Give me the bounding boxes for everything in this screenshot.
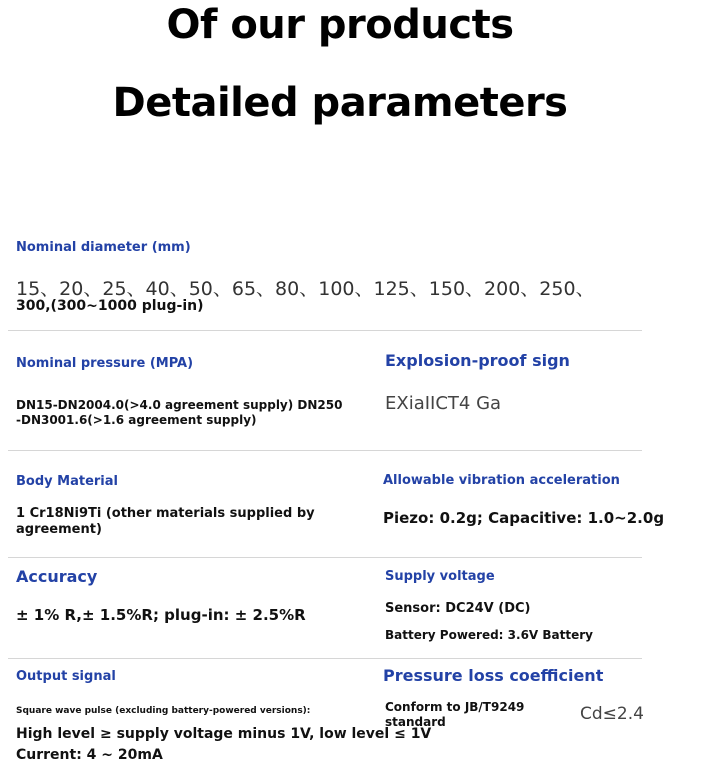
accuracy-value: ± 1% R,± 1.5%R; plug-in: ± 2.5%R [16, 606, 306, 624]
nominal-pressure-value-cont: -DN3001.6(>1.6 agreement supply) [16, 413, 257, 427]
pressure-loss-coefficient: Cd≤2.4 [580, 704, 644, 724]
output-signal-value: High level ≥ supply voltage minus 1V, low level ≤ 1V [16, 726, 432, 742]
pressure-loss-label: Pressure loss coefficient [383, 666, 604, 685]
nominal-pressure-label: Nominal pressure (MPA) [16, 356, 194, 371]
output-signal-current: Current: 4 ~ 20mA [16, 747, 163, 763]
pressure-loss-standard: Conform to JB/T9249 [385, 700, 525, 714]
body-material-label: Body Material [16, 474, 118, 489]
vibration-value: Piezo: 0.2g; Capacitive: 1.0~2.0g [383, 509, 665, 527]
page-subtitle: Detailed parameters [112, 80, 568, 126]
supply-voltage-battery: Battery Powered: 3.6V Battery [385, 628, 593, 642]
pressure-loss-standard-cont: standard [385, 715, 446, 729]
explosion-proof-value: EXiaIICT4 Ga [385, 393, 502, 414]
nominal-diameter-label: Nominal diameter (mm) [16, 240, 191, 255]
accuracy-label: Accuracy [16, 567, 98, 586]
divider [8, 658, 642, 659]
divider [8, 557, 642, 558]
divider [8, 450, 642, 451]
output-signal-label: Output signal [16, 669, 116, 684]
divider [8, 330, 642, 331]
body-material-value: 1 Cr18Ni9Ti (other materials supplied by [16, 506, 315, 521]
supply-voltage-sensor: Sensor: DC24V (DC) [385, 601, 531, 616]
explosion-proof-label: Explosion-proof sign [385, 351, 570, 370]
body-material-value-cont: agreement) [16, 522, 102, 537]
nominal-pressure-value: DN15-DN2004.0(>4.0 agreement supply) DN250 [16, 398, 343, 412]
vibration-label: Allowable vibration acceleration [383, 473, 620, 488]
nominal-diameter-values: 15、20、25、40、50、65、80、100、125、150、200、250、 [16, 278, 595, 300]
supply-voltage-label: Supply voltage [385, 569, 495, 584]
output-signal-note: Square wave pulse (excluding battery-powered versions): [16, 706, 311, 716]
nominal-diameter-values-cont: 300,(300~1000 plug-in) [16, 298, 204, 314]
page-title: Of our products [166, 2, 514, 48]
